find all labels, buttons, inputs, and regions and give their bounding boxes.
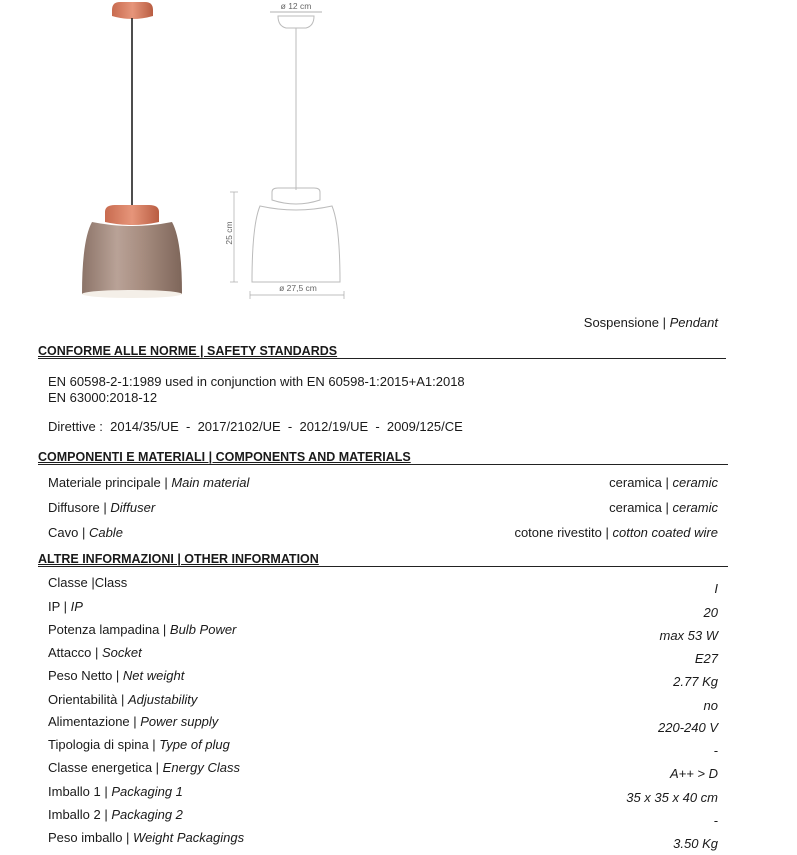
- materials-row-label: [48, 500, 155, 516]
- materials-row: [48, 475, 718, 493]
- product-type-sep: |: [658, 315, 670, 330]
- label-it: Classe |: [48, 575, 95, 590]
- other-heading: ALTRE INFORMAZIONI | OTHER INFORMATION: [38, 552, 319, 566]
- materials-row: [48, 500, 718, 518]
- value-en: ceramic: [672, 500, 718, 515]
- label-it: Materiale principale |: [48, 475, 172, 490]
- info-row-label: [48, 692, 197, 708]
- label-en: Adjustability: [127, 692, 198, 707]
- value-en: cotton coated wire: [612, 525, 718, 540]
- info-row-label: [48, 575, 127, 591]
- info-row-label: [48, 714, 218, 730]
- info-row: [48, 737, 718, 758]
- label-en: IP: [70, 599, 83, 614]
- label-it: Imballo 2 |: [48, 807, 112, 822]
- info-row-label: [48, 830, 244, 846]
- info-row: [48, 784, 718, 805]
- product-type: [584, 315, 718, 331]
- safety-heading: CONFORME ALLE NORME | SAFETY STANDARDS: [38, 344, 338, 358]
- label-en: Cable: [88, 525, 123, 540]
- value-en: ceramic: [672, 475, 718, 490]
- value-it: ceramica |: [609, 500, 673, 515]
- info-row-label: [48, 622, 236, 638]
- value-it: ceramica |: [609, 475, 673, 490]
- materials-row-value: [609, 500, 718, 516]
- technical-drawing: [220, 0, 360, 305]
- materials-row-value: [514, 525, 718, 541]
- label-it: Alimentazione |: [48, 714, 141, 729]
- label-en: Energy Class: [162, 760, 240, 775]
- label-en: Socket: [101, 645, 142, 660]
- label-it: IP |: [48, 599, 71, 614]
- label-en: Main material: [171, 475, 250, 490]
- other-rule: [38, 566, 728, 567]
- info-row-label: [48, 645, 142, 661]
- label-en: Net weight: [122, 668, 185, 683]
- safety-standard-line2: EN 63000:2018-12: [48, 390, 158, 405]
- info-row: [48, 760, 718, 781]
- label-it: Diffusore |: [48, 500, 111, 515]
- label-it: Attacco |: [48, 645, 102, 660]
- label-it: Imballo 1 |: [48, 784, 112, 799]
- info-row-label: [48, 737, 230, 753]
- info-row: [48, 668, 718, 689]
- info-row-value: no: [703, 698, 718, 713]
- materials-row-value: [609, 475, 718, 491]
- info-row: [48, 599, 718, 620]
- product-photo: [60, 0, 210, 305]
- info-row: [48, 714, 718, 735]
- info-row-value: 2.77 Kg: [673, 674, 718, 689]
- info-row: [48, 807, 718, 828]
- label-en: Type of plug: [159, 737, 230, 752]
- product-type-en: Pendant: [669, 315, 718, 330]
- directives: Direttive : 2014/35/UE - 2017/2102/UE - 2012/19/UE - 2009/125/CE: [48, 419, 463, 434]
- dimension-diameter-top: ø 12 cm: [280, 1, 312, 11]
- value-it: cotone rivestito |: [514, 525, 613, 540]
- label-it: Cavo |: [48, 525, 89, 540]
- info-row-value: 20: [703, 605, 718, 620]
- info-row-label: [48, 668, 184, 684]
- info-row: [48, 575, 718, 596]
- info-row: [48, 830, 718, 851]
- info-row: [48, 645, 718, 666]
- label-it: Classe energetica |: [48, 760, 163, 775]
- info-row-value: I: [714, 581, 718, 596]
- info-row-value: A++ > D: [669, 766, 718, 781]
- info-row-label: [48, 807, 183, 823]
- label-en: Class: [94, 575, 128, 590]
- info-row-value: 3.50 Kg: [673, 836, 718, 851]
- materials-rule: [38, 464, 728, 465]
- label-en: Packaging 2: [111, 807, 183, 822]
- info-row-value: -: [713, 813, 718, 828]
- label-it: Potenza lampadina |: [48, 622, 170, 637]
- label-it: Tipologia di spina |: [48, 737, 160, 752]
- materials-row-label: [48, 475, 249, 491]
- label-it: Peso imballo |: [48, 830, 134, 845]
- info-row: [48, 622, 718, 643]
- info-row-label: [48, 760, 240, 776]
- label-en: Packaging 1: [111, 784, 183, 799]
- info-row: [48, 692, 718, 713]
- dimension-diameter-bottom: ø 27,5 cm: [279, 283, 317, 293]
- label-en: Weight Packagings: [133, 830, 245, 845]
- label-it: Peso Netto |: [48, 668, 123, 683]
- label-en: Diffuser: [110, 500, 156, 515]
- info-row-label: [48, 599, 83, 615]
- label-it: Orientabilità |: [48, 692, 128, 707]
- info-row-value: 220-240 V: [658, 720, 718, 735]
- materials-heading: COMPONENTI E MATERIALI | COMPONENTS AND MATERIALS: [38, 450, 411, 464]
- dimension-height: 25 cm: [224, 221, 234, 245]
- materials-row-label: [48, 525, 123, 541]
- safety-rule: [38, 358, 726, 359]
- info-row-label: [48, 784, 183, 800]
- label-en: Bulb Power: [169, 622, 237, 637]
- info-row-value: 35 x 35 x 40 cm: [626, 790, 718, 805]
- label-en: Power supply: [140, 714, 219, 729]
- product-type-it: Sospensione: [583, 315, 659, 330]
- info-row-value: max 53 W: [659, 628, 718, 643]
- info-row-value: -: [713, 743, 718, 758]
- safety-standard-line1: EN 60598-2-1:1989 used in conjunction with EN 60598-1:2015+A1:2018: [48, 374, 465, 389]
- info-row-value: E27: [694, 651, 718, 666]
- materials-row: [48, 525, 718, 543]
